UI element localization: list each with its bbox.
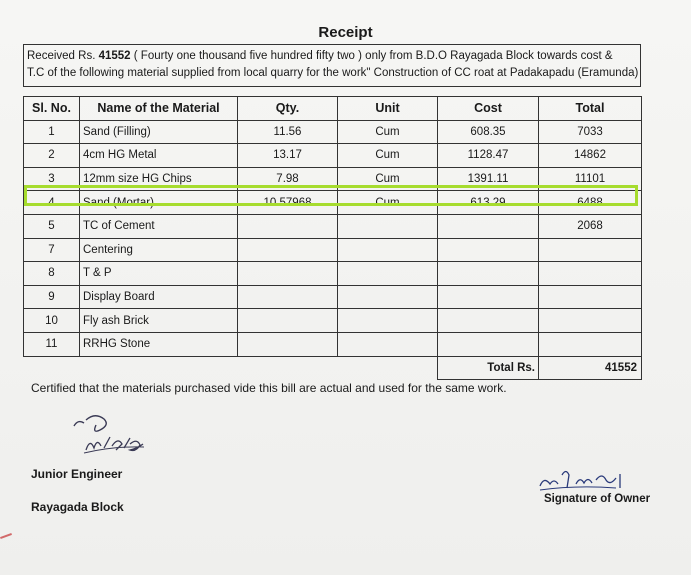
total-label: Total Rs. [438,356,539,380]
cell-material: TC of Cement [80,214,238,238]
cell-material: RRHG Stone [80,332,238,356]
header-unit: Unit [338,97,438,121]
cell-sl-no: 3 [24,167,80,191]
cell-material: Sand (Mortar) [80,191,238,215]
materials-table [23,96,642,380]
cell-qty: 11.56 [238,120,338,144]
cell-material: T & P [80,262,238,286]
cell-cost [438,214,539,238]
cell-cost: 613.29 [438,191,539,215]
junior-engineer-label: Junior Engineer [31,467,123,481]
cell-total [539,262,642,286]
owner-signature-label: Signature of Owner [544,493,651,505]
statement-line-1 [27,48,636,65]
header-sl-no: Sl. No. [24,97,80,121]
cell-cost: 608.35 [438,120,539,144]
cell-qty: 13.17 [238,144,338,168]
cell-total: 11101 [539,167,642,191]
cell-material: 12mm size HG Chips [80,167,238,191]
cell-unit: Cum [338,144,438,168]
cell-qty: 7.98 [238,167,338,191]
cell-unit [338,262,438,286]
header-qty: Qty. [238,97,338,121]
margin-mark [0,533,12,539]
cell-qty [238,309,338,333]
cell-cost [438,285,539,309]
cell-unit [338,238,438,262]
cell-cost: 1391.11 [438,167,539,191]
cell-sl-no: 5 [24,214,80,238]
cell-total: 7033 [539,120,642,144]
header-total: Total [539,97,642,121]
table-row-highlighted [24,191,642,215]
cell-cost [438,262,539,286]
cell-cost [438,332,539,356]
total-row [24,356,642,380]
table-row [24,120,642,144]
cell-sl-no: 4 [24,191,80,215]
certification-text: Certified that the materials purchased vide this bill are actual and used for the same work. [31,381,507,395]
cell-unit [338,285,438,309]
cell-material: Sand (Filling) [80,120,238,144]
receipt-statement [23,44,641,87]
cell-unit [338,332,438,356]
total-value: 41552 [539,356,642,380]
table-row [24,332,642,356]
cell-sl-no: 2 [24,144,80,168]
header-material-name: Name of the Material [80,97,238,121]
cell-unit: Cum [338,120,438,144]
cell-total: 6488 [539,191,642,215]
statement-prefix: Received Rs. [27,50,99,62]
receipt-title: Receipt [318,24,373,41]
statement-line-2: T.C of the following material supplied from local quarry for the work" Construction of CC roat at Padakapadu (Eramunda) [27,67,639,79]
cell-unit: Cum [338,191,438,215]
received-amount: 41552 [98,50,131,62]
cell-cost: 1128.47 [438,144,539,168]
table-row [24,214,642,238]
cell-total: 2068 [539,214,642,238]
cell-unit: Cum [338,167,438,191]
cell-material: 4cm HG Metal [80,144,238,168]
table-row [24,309,642,333]
cell-unit [338,309,438,333]
cell-material: Centering [80,238,238,262]
cell-sl-no: 9 [24,285,80,309]
cell-cost [438,309,539,333]
total-row-spacer [24,356,438,380]
table-row [24,262,642,286]
header-cost: Cost [438,97,539,121]
table-row [24,167,642,191]
cell-sl-no: 1 [24,120,80,144]
cell-qty [238,332,338,356]
cell-material: Display Board [80,285,238,309]
cell-total [539,332,642,356]
cell-total [539,285,642,309]
block-label: Rayagada Block [31,500,124,514]
cell-sl-no: 7 [24,238,80,262]
cell-qty [238,238,338,262]
table-header-row [24,97,642,121]
cell-unit [338,214,438,238]
cell-sl-no: 8 [24,262,80,286]
cell-total [539,238,642,262]
cell-sl-no: 11 [24,332,80,356]
statement-line-1-rest: ( Fourty one thousand five hundred fifty two ) only from B.D.O Rayagada Block towards cost & [130,50,613,62]
engineer-signature [64,410,164,460]
cell-sl-no: 10 [24,309,80,333]
table-row [24,285,642,309]
cell-total: 14862 [539,144,642,168]
cell-total [539,309,642,333]
cell-qty: 10.57968 [238,191,338,215]
cell-material: Fly ash Brick [80,309,238,333]
cell-qty [238,262,338,286]
owner-signature [536,466,636,496]
table-row [24,144,642,168]
cell-qty [238,214,338,238]
table-row [24,238,642,262]
cell-qty [238,285,338,309]
cell-cost [438,238,539,262]
